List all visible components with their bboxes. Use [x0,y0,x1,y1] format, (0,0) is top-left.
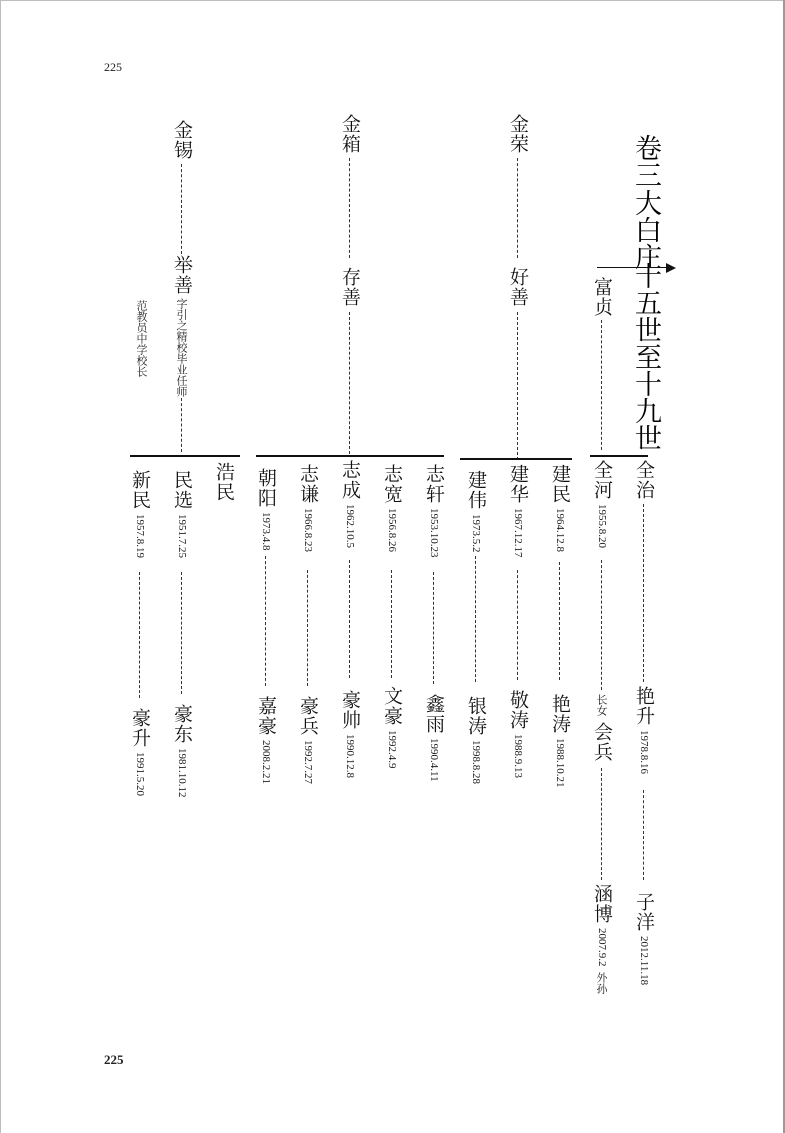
gen17-chaoyang-date: 1973.4.8 [260,512,272,551]
gen15-jinxi-connector [181,164,182,254]
gen17-zhikuan: 志宽 [381,464,403,504]
gen18-haodong-date: 1981.10.12 [176,748,188,798]
gen18-yintao-date: 1998.8.28 [470,740,482,784]
gen19-ziyang: 子洋 [633,892,655,932]
gen19-hanbo-date: 2007.9.2 [596,928,608,967]
gen16-cunshan: 存善 [339,267,361,307]
gen17-zhicheng-date: 1962.10.5 [344,504,356,548]
gen16-fuzhen-connector [601,320,602,450]
gen16-jushan-connector [181,398,182,452]
gen18-xinyu: 鑫雨 [423,694,445,734]
gen17-jianwei: 建伟 [465,470,487,510]
connector-jianhua-jingtao [517,570,518,680]
connector-minxuan-haodong [181,572,182,694]
gen18-haobing: 豪兵 [297,696,319,736]
gen18-haobing-date: 1992.7.27 [302,740,314,784]
gen18-haosheng: 豪升 [129,708,151,748]
title-village: 大白庄 [630,189,661,270]
gen17-jianhua-date: 1967.12.17 [512,508,524,558]
family-bar-zhixuan [256,455,444,457]
gen15-jinrong: 金荣 [507,114,529,154]
connector-quanzhi-yansheng [643,504,644,682]
gen17-haomin: 浩民 [213,462,235,502]
connector-zhiqian-haobing [307,570,308,686]
gen15-jinxiang: 金箱 [339,114,361,154]
gen18-huibing-note: 长女 [595,694,608,716]
page-border-top [0,0,785,1]
gen18-yintao: 银涛 [465,696,487,736]
gen17-jianmin-date: 1964.12.8 [554,508,566,552]
gen16-jushan-note-2: 范教员中学校长 [135,300,148,377]
gen17-quanhe: 全河 [591,460,613,500]
gen17-zhixuan-date: 1953.10.23 [428,508,440,558]
gen18-yansheng: 艳升 [633,686,655,726]
gen17-quanhe-date: 1955.8.20 [596,504,608,548]
connector-jianwei-yintao [475,556,476,682]
gen16-haoshan-connector [517,312,518,460]
gen17-minxuan: 民选 [171,470,193,510]
family-bar-haomin [130,455,240,457]
gen17-minxuan-date: 1951.7.25 [176,514,188,558]
gen19-ziyang-date: 2012.11.18 [638,936,650,986]
gen16-cunshan-connector [349,312,350,454]
gen18-haoshuai-date: 1990.12.8 [344,734,356,778]
gen17-zhikuan-date: 1956.8.26 [386,508,398,552]
title-arrow-head [666,263,676,273]
gen19-hanbo: 涵博 [591,884,613,924]
connector-xinmin-haosheng [139,572,140,698]
gen18-jiahao: 嘉豪 [255,696,277,736]
gen17-zhicheng: 志成 [339,460,361,500]
connector-zhicheng-haoshuai [349,560,350,678]
gen18-wenhao-date: 1992.4.9 [386,730,398,769]
gen18-jiahao-date: 2008.2.21 [260,740,272,784]
title-arrow-line [597,267,667,268]
connector-jianmin-yantao [559,562,560,680]
gen15-jinxi: 金锡 [171,120,193,160]
gen17-zhiqian: 志谦 [297,464,319,504]
gen18-haosheng-date: 1991.5.20 [134,752,146,796]
gen17-jianwei-date: 1973.5.2 [470,514,482,553]
title-generations: 十五世至十九世 [630,262,661,451]
gen17-jianhua: 建华 [507,464,529,504]
gen17-jianmin: 建民 [549,464,571,504]
gen16-jushan-note: 字引之精校毕业任师 [175,298,188,397]
gen18-huibing: 会兵 [591,722,613,762]
connector-zhikuan-wenhao [391,570,392,678]
gen18-wenhao: 文豪 [381,686,403,726]
family-bar-jianmin [460,458,572,460]
gen18-yantao-date: 1988.10.21 [554,738,566,788]
gen17-xinmin-date: 1957.8.19 [134,514,146,558]
gen15-jinxiang-connector [349,158,350,258]
connector-zhixuan-xinyu [433,572,434,684]
gen17-xinmin: 新民 [129,470,151,510]
gen15-jinrong-connector [517,158,518,258]
gen17-chaoyang: 朝阳 [255,468,277,508]
gen16-jushan: 举善 [171,255,193,295]
connector-huibing-hanbo [601,768,602,880]
gen19-hanbo-note: 外孙 [595,972,608,994]
gen18-xinyu-date: 1990.4.11 [428,738,440,782]
title-volume: 卷三 [630,134,661,188]
gen18-yantao: 艳涛 [549,694,571,734]
gen16-fuzhen: 富贞 [591,277,613,317]
page-number-bottom: 225 [104,1052,124,1067]
page-number-top: 225 [104,60,122,74]
connector-quanhe-huibing [601,560,602,690]
family-bar-quanzhi [590,455,648,457]
page-border-left [0,0,1,1133]
gen18-haodong: 豪东 [171,704,193,744]
gen18-jingtao: 敬涛 [507,690,529,730]
connector-yansheng-ziyang [643,790,644,880]
gen17-zhiqian-date: 1966.8.23 [302,508,314,552]
gen18-haoshuai: 豪帅 [339,690,361,730]
gen17-zhixuan: 志轩 [423,464,445,504]
gen17-quanzhi: 全治 [633,460,655,500]
connector-chaoyang-jiahao [265,556,266,686]
gen16-haoshan: 好善 [507,267,529,307]
gen18-jingtao-date: 1988.9.13 [512,734,524,778]
gen18-yansheng-date: 1978.8.16 [638,730,650,774]
